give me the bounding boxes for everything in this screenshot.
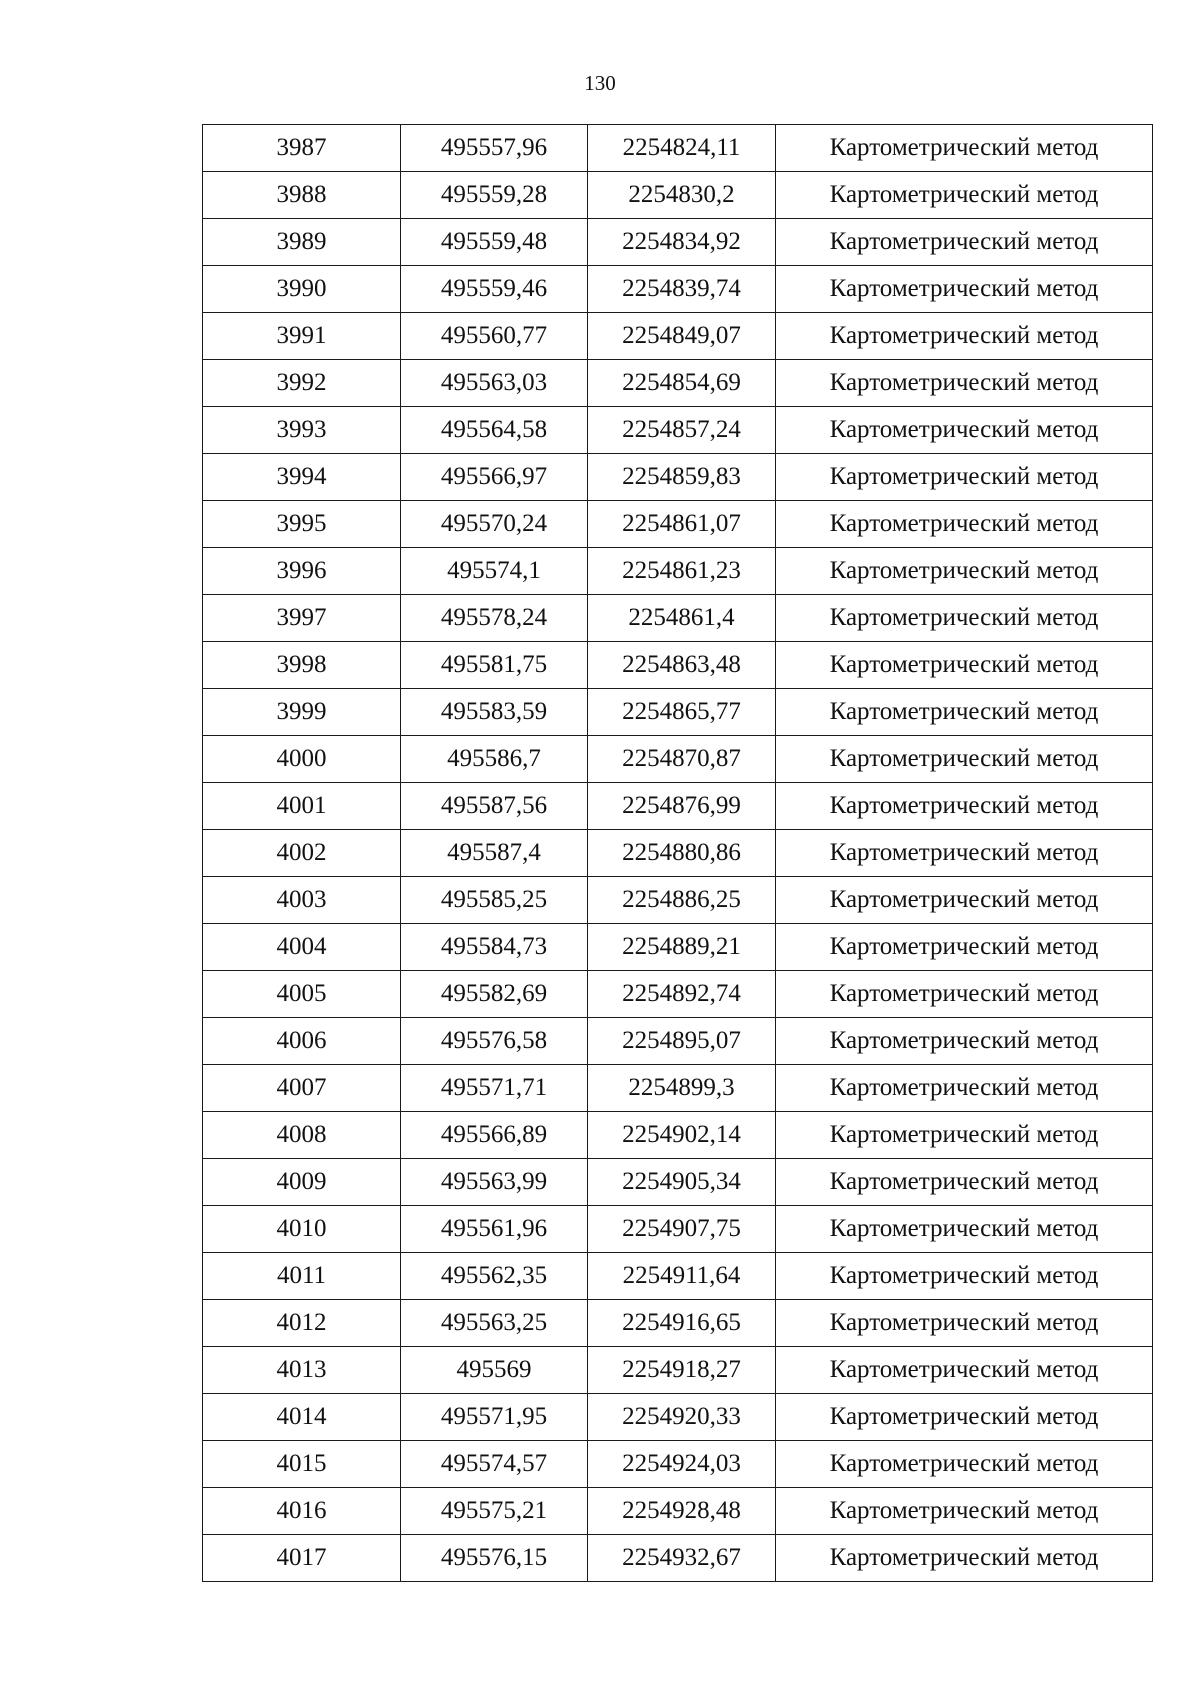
point-number-cell: 4005	[203, 971, 401, 1018]
x-coordinate-cell: 495559,48	[401, 219, 588, 266]
table-row	[203, 783, 1153, 830]
table-row	[203, 454, 1153, 501]
x-coordinate-cell: 495586,7	[401, 736, 588, 783]
method-cell: Картометрический метод	[776, 266, 1153, 313]
table-row	[203, 266, 1153, 313]
coordinates-table	[202, 124, 1153, 1582]
method-cell: Картометрический метод	[776, 877, 1153, 924]
y-coordinate-cell: 2254918,27	[588, 1347, 776, 1394]
x-coordinate-cell: 495564,58	[401, 407, 588, 454]
x-coordinate-cell: 495561,96	[401, 1206, 588, 1253]
y-coordinate-cell: 2254889,21	[588, 924, 776, 971]
x-coordinate-cell: 495587,56	[401, 783, 588, 830]
point-number-cell: 3993	[203, 407, 401, 454]
method-cell: Картометрический метод	[776, 595, 1153, 642]
table-row	[203, 172, 1153, 219]
method-cell: Картометрический метод	[776, 924, 1153, 971]
table-row	[203, 313, 1153, 360]
table-row	[203, 830, 1153, 877]
method-cell: Картометрический метод	[776, 1065, 1153, 1112]
method-cell: Картометрический метод	[776, 1441, 1153, 1488]
x-coordinate-cell: 495563,25	[401, 1300, 588, 1347]
y-coordinate-cell: 2254857,24	[588, 407, 776, 454]
y-coordinate-cell: 2254876,99	[588, 783, 776, 830]
method-cell: Картометрический метод	[776, 1300, 1153, 1347]
table-row	[203, 736, 1153, 783]
method-cell: Картометрический метод	[776, 1112, 1153, 1159]
y-coordinate-cell: 2254902,14	[588, 1112, 776, 1159]
table-row	[203, 360, 1153, 407]
table-row	[203, 1018, 1153, 1065]
x-coordinate-cell: 495570,24	[401, 501, 588, 548]
table-row	[203, 501, 1153, 548]
method-cell: Картометрический метод	[776, 642, 1153, 689]
method-cell: Картометрический метод	[776, 219, 1153, 266]
y-coordinate-cell: 2254928,48	[588, 1488, 776, 1535]
point-number-cell: 3992	[203, 360, 401, 407]
point-number-cell: 4004	[203, 924, 401, 971]
table-row	[203, 1535, 1153, 1582]
point-number-cell: 3990	[203, 266, 401, 313]
table-row	[203, 689, 1153, 736]
table-row	[203, 642, 1153, 689]
y-coordinate-cell: 2254911,64	[588, 1253, 776, 1300]
x-coordinate-cell: 495563,99	[401, 1159, 588, 1206]
x-coordinate-cell: 495574,57	[401, 1441, 588, 1488]
method-cell: Картометрический метод	[776, 1206, 1153, 1253]
table-row	[203, 1347, 1153, 1394]
y-coordinate-cell: 2254899,3	[588, 1065, 776, 1112]
x-coordinate-cell: 495585,25	[401, 877, 588, 924]
table-row	[203, 1112, 1153, 1159]
method-cell: Картометрический метод	[776, 454, 1153, 501]
y-coordinate-cell: 2254905,34	[588, 1159, 776, 1206]
point-number-cell: 4007	[203, 1065, 401, 1112]
x-coordinate-cell: 495557,96	[401, 125, 588, 172]
x-coordinate-cell: 495583,59	[401, 689, 588, 736]
point-number-cell: 4015	[203, 1441, 401, 1488]
point-number-cell: 4006	[203, 1018, 401, 1065]
x-coordinate-cell: 495576,58	[401, 1018, 588, 1065]
y-coordinate-cell: 2254861,4	[588, 595, 776, 642]
x-coordinate-cell: 495578,24	[401, 595, 588, 642]
y-coordinate-cell: 2254924,03	[588, 1441, 776, 1488]
table-row	[203, 1394, 1153, 1441]
point-number-cell: 4013	[203, 1347, 401, 1394]
point-number-cell: 4002	[203, 830, 401, 877]
point-number-cell: 4017	[203, 1535, 401, 1582]
table-row	[203, 1253, 1153, 1300]
table-row	[203, 219, 1153, 266]
table-row	[203, 877, 1153, 924]
table-row	[203, 1065, 1153, 1112]
x-coordinate-cell: 495575,21	[401, 1488, 588, 1535]
point-number-cell: 4009	[203, 1159, 401, 1206]
method-cell: Картометрический метод	[776, 1018, 1153, 1065]
method-cell: Картометрический метод	[776, 125, 1153, 172]
table-row	[203, 1159, 1153, 1206]
x-coordinate-cell: 495581,75	[401, 642, 588, 689]
y-coordinate-cell: 2254861,07	[588, 501, 776, 548]
point-number-cell: 4016	[203, 1488, 401, 1535]
method-cell: Картометрический метод	[776, 830, 1153, 877]
method-cell: Картометрический метод	[776, 548, 1153, 595]
point-number-cell: 4012	[203, 1300, 401, 1347]
x-coordinate-cell: 495562,35	[401, 1253, 588, 1300]
table-row	[203, 1206, 1153, 1253]
x-coordinate-cell: 495566,89	[401, 1112, 588, 1159]
x-coordinate-cell: 495559,28	[401, 172, 588, 219]
x-coordinate-cell: 495569	[401, 1347, 588, 1394]
method-cell: Картометрический метод	[776, 1488, 1153, 1535]
y-coordinate-cell: 2254907,75	[588, 1206, 776, 1253]
method-cell: Картометрический метод	[776, 1535, 1153, 1582]
point-number-cell: 3988	[203, 172, 401, 219]
point-number-cell: 4008	[203, 1112, 401, 1159]
y-coordinate-cell: 2254849,07	[588, 313, 776, 360]
point-number-cell: 3996	[203, 548, 401, 595]
point-number-cell: 3991	[203, 313, 401, 360]
x-coordinate-cell: 495571,95	[401, 1394, 588, 1441]
point-number-cell: 3989	[203, 219, 401, 266]
method-cell: Картометрический метод	[776, 360, 1153, 407]
point-number-cell: 4014	[203, 1394, 401, 1441]
x-coordinate-cell: 495571,71	[401, 1065, 588, 1112]
y-coordinate-cell: 2254892,74	[588, 971, 776, 1018]
y-coordinate-cell: 2254865,77	[588, 689, 776, 736]
x-coordinate-cell: 495584,73	[401, 924, 588, 971]
y-coordinate-cell: 2254834,92	[588, 219, 776, 266]
method-cell: Картометрический метод	[776, 172, 1153, 219]
method-cell: Картометрический метод	[776, 313, 1153, 360]
y-coordinate-cell: 2254830,2	[588, 172, 776, 219]
page-number: 130	[584, 71, 616, 95]
point-number-cell: 3994	[203, 454, 401, 501]
y-coordinate-cell: 2254880,86	[588, 830, 776, 877]
table-row	[203, 924, 1153, 971]
table-row	[203, 407, 1153, 454]
point-number-cell: 4001	[203, 783, 401, 830]
point-number-cell: 3987	[203, 125, 401, 172]
method-cell: Картометрический метод	[776, 783, 1153, 830]
y-coordinate-cell: 2254932,67	[588, 1535, 776, 1582]
method-cell: Картометрический метод	[776, 1394, 1153, 1441]
y-coordinate-cell: 2254895,07	[588, 1018, 776, 1065]
x-coordinate-cell: 495576,15	[401, 1535, 588, 1582]
point-number-cell: 3995	[203, 501, 401, 548]
method-cell: Картометрический метод	[776, 407, 1153, 454]
table-row	[203, 971, 1153, 1018]
table-row	[203, 1300, 1153, 1347]
table-row	[203, 548, 1153, 595]
y-coordinate-cell: 2254824,11	[588, 125, 776, 172]
point-number-cell: 3997	[203, 595, 401, 642]
x-coordinate-cell: 495587,4	[401, 830, 588, 877]
method-cell: Картометрический метод	[776, 1159, 1153, 1206]
coordinates-table-body	[203, 125, 1153, 1582]
y-coordinate-cell: 2254916,65	[588, 1300, 776, 1347]
method-cell: Картометрический метод	[776, 1347, 1153, 1394]
y-coordinate-cell: 2254854,69	[588, 360, 776, 407]
method-cell: Картометрический метод	[776, 971, 1153, 1018]
table-row	[203, 595, 1153, 642]
y-coordinate-cell: 2254886,25	[588, 877, 776, 924]
method-cell: Картометрический метод	[776, 689, 1153, 736]
table-row	[203, 1441, 1153, 1488]
y-coordinate-cell: 2254859,83	[588, 454, 776, 501]
method-cell: Картометрический метод	[776, 736, 1153, 783]
y-coordinate-cell: 2254870,87	[588, 736, 776, 783]
point-number-cell: 4003	[203, 877, 401, 924]
point-number-cell: 4000	[203, 736, 401, 783]
x-coordinate-cell: 495582,69	[401, 971, 588, 1018]
point-number-cell: 4010	[203, 1206, 401, 1253]
x-coordinate-cell: 495559,46	[401, 266, 588, 313]
x-coordinate-cell: 495560,77	[401, 313, 588, 360]
point-number-cell: 4011	[203, 1253, 401, 1300]
table-row	[203, 125, 1153, 172]
x-coordinate-cell: 495566,97	[401, 454, 588, 501]
x-coordinate-cell: 495563,03	[401, 360, 588, 407]
x-coordinate-cell: 495574,1	[401, 548, 588, 595]
y-coordinate-cell: 2254863,48	[588, 642, 776, 689]
y-coordinate-cell: 2254839,74	[588, 266, 776, 313]
point-number-cell: 3999	[203, 689, 401, 736]
y-coordinate-cell: 2254920,33	[588, 1394, 776, 1441]
table-row	[203, 1488, 1153, 1535]
method-cell: Картометрический метод	[776, 1253, 1153, 1300]
method-cell: Картометрический метод	[776, 501, 1153, 548]
point-number-cell: 3998	[203, 642, 401, 689]
y-coordinate-cell: 2254861,23	[588, 548, 776, 595]
